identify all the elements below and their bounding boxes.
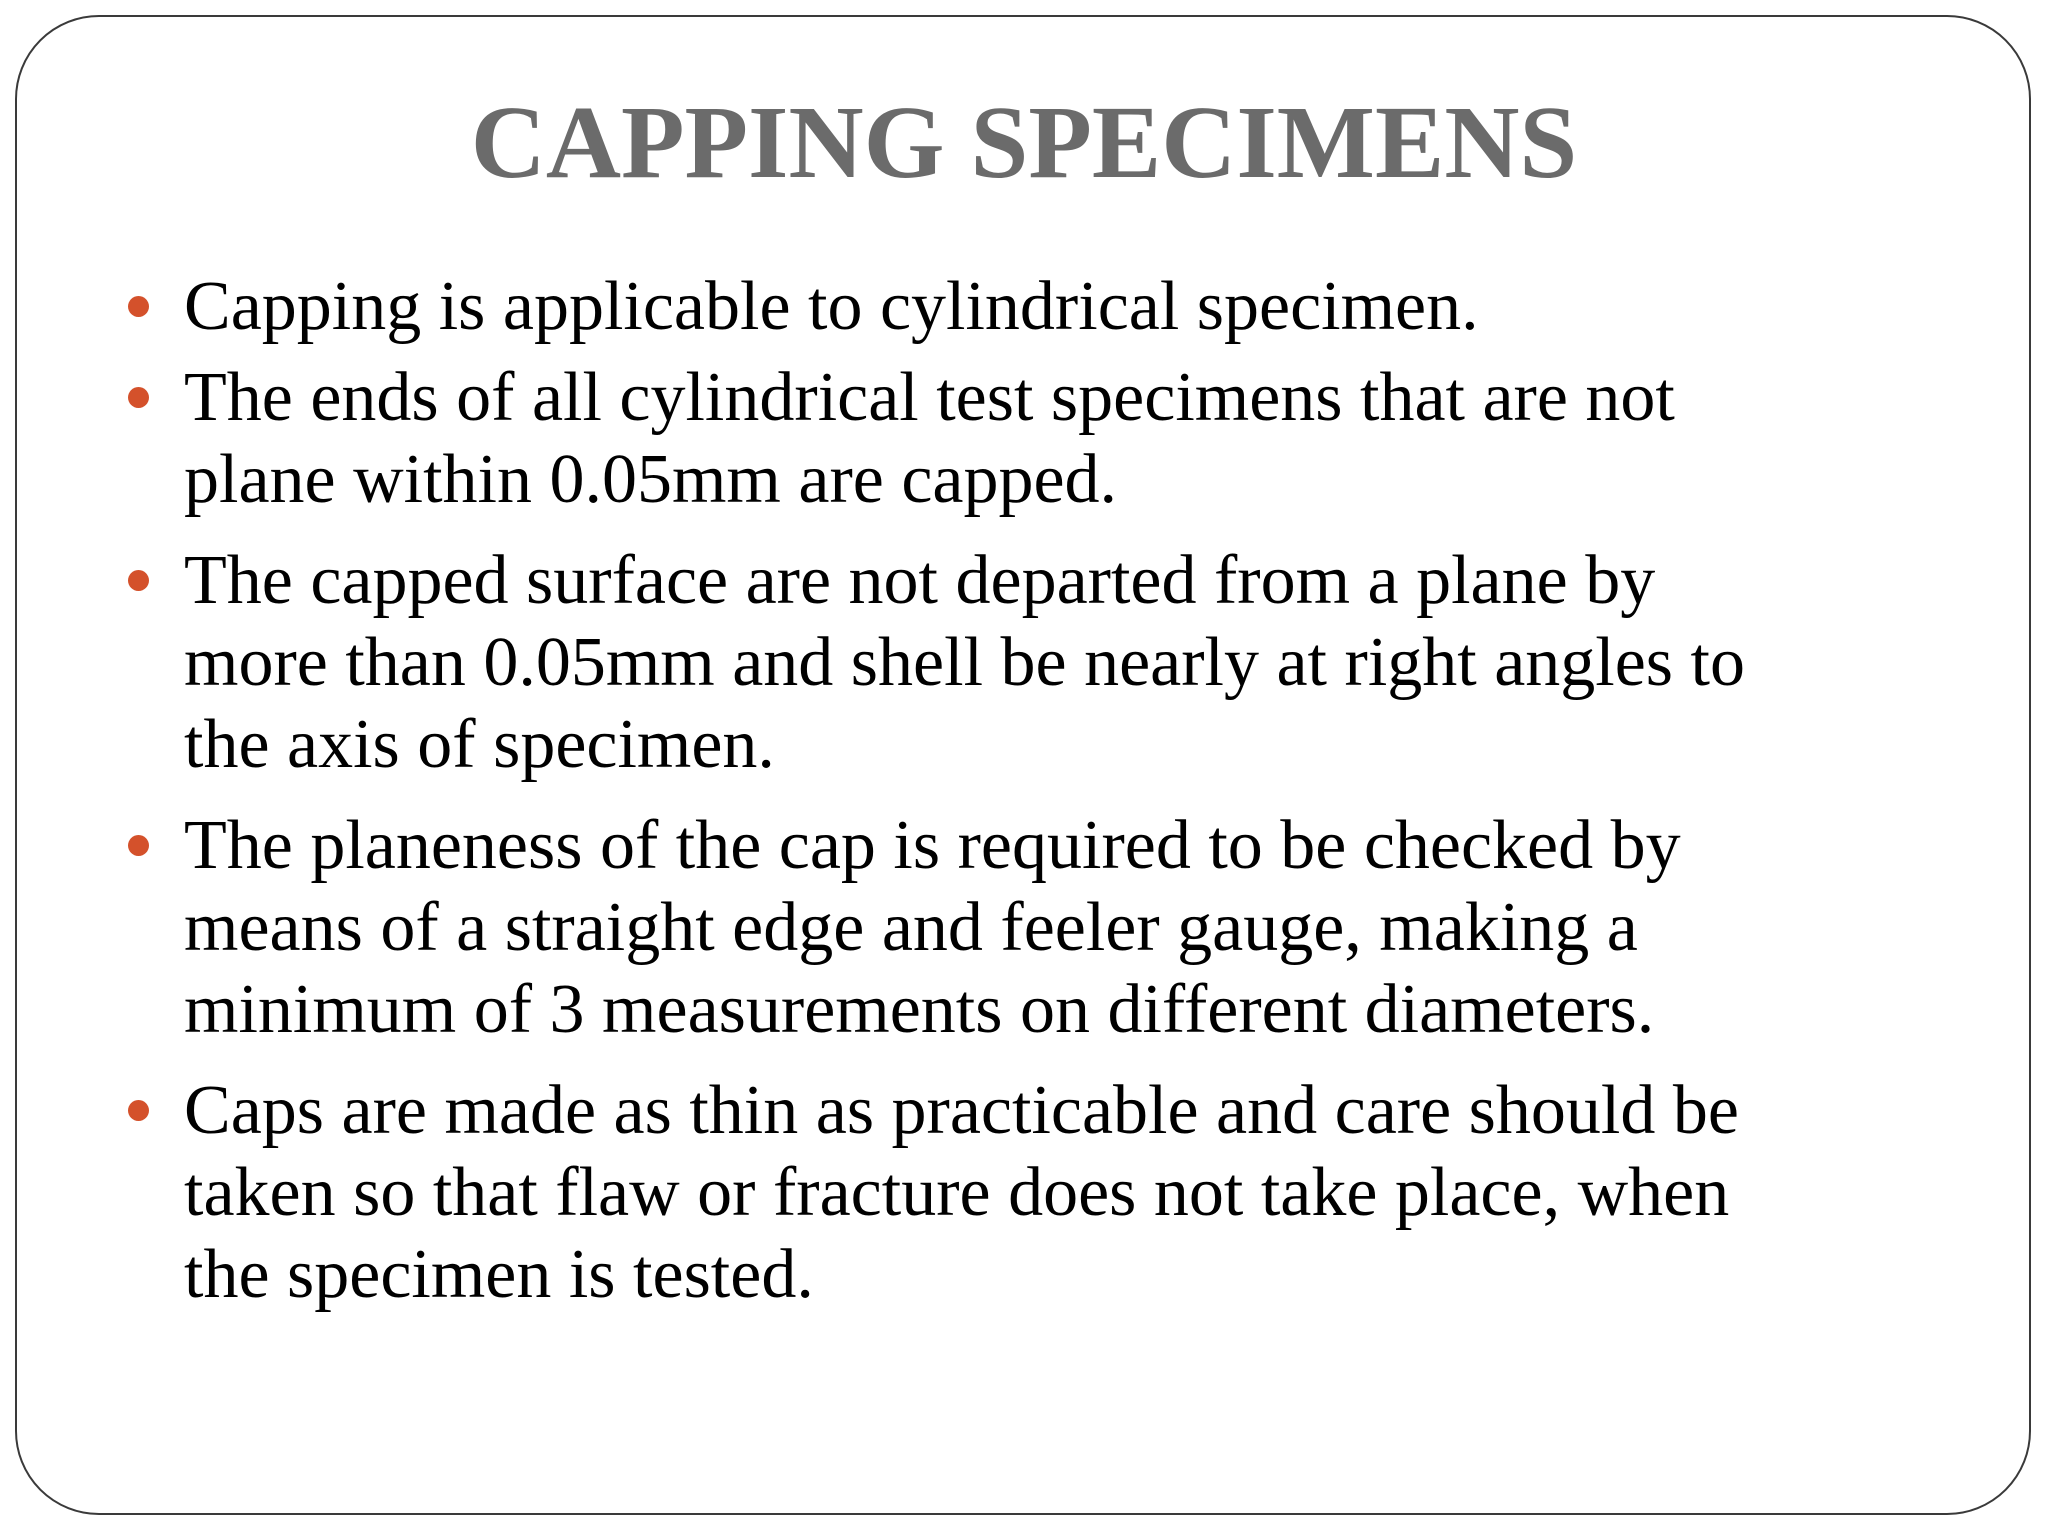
bullet-text: Caps are made as thin as practicable and care should be taken so that flaw or fracture does not take place, when the specimen is tested. (184, 1072, 1739, 1313)
bullet-text: The ends of all cylindrical test specimens that are not plane within 0.05mm are capped. (184, 359, 1675, 518)
bullet-dot-icon (128, 835, 149, 856)
bullet-text: The capped surface are not departed from a plane by more than 0.05mm and shell be nearly at right angles to the axis of specimen. (184, 542, 1745, 783)
bullet-dot-icon (128, 296, 149, 317)
bullet-dot-icon (128, 570, 149, 591)
bullet-text: The planeness of the cap is required to be checked by means of a straight edge and feeler gauge, making a minimum of 3 measurements on different diameters. (184, 807, 1681, 1048)
bullet-dot-icon (128, 1100, 149, 1121)
slide-title: CAPPING SPECIMENS (470, 85, 1578, 200)
bullet-text: Capping is applicable to cylindrical specimen. (184, 268, 1479, 345)
bullet-dot-icon (128, 387, 149, 408)
